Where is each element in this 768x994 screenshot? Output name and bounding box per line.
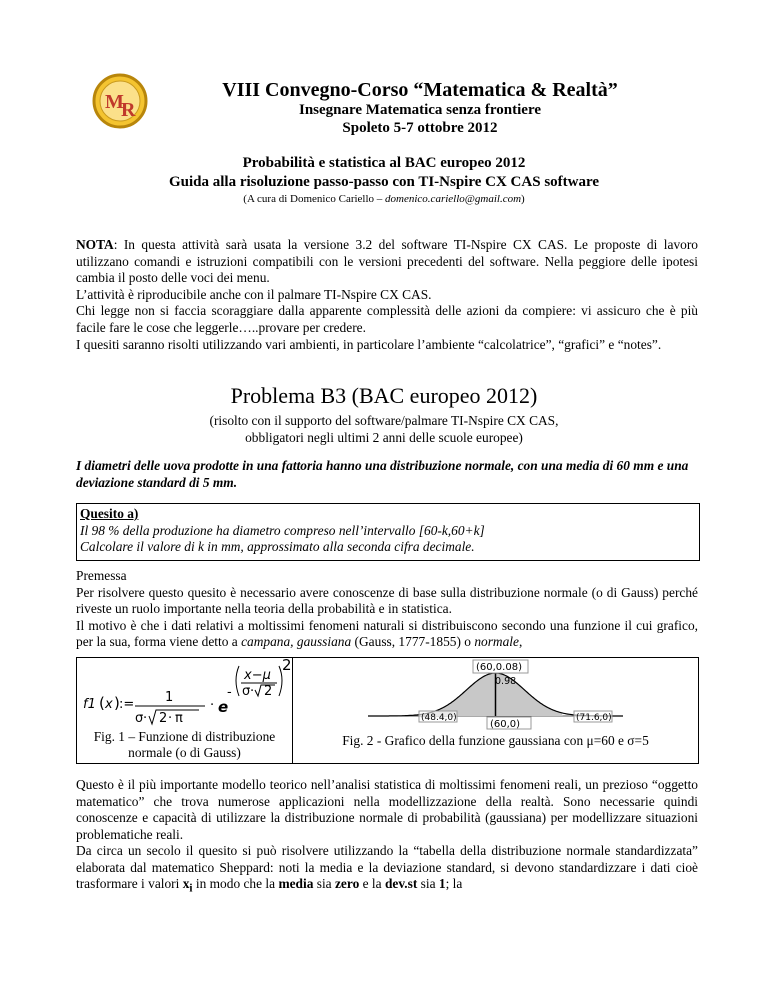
formula-inner-two: 2 <box>264 684 273 699</box>
formula-e: e <box>218 698 229 716</box>
p2-text-a: Da circa un secolo il quesito si può risolvere utilizzando la “tabella della distribuzione normale standardizzata” elaborata dal matematico Sheppard: noti la media e la deviazione standard, si devono standardizzare i dati cioè trasformare i valori <box>76 843 698 892</box>
formula-open-paren: ( <box>99 694 105 712</box>
problem-subtitle-1: (risolto con il supporto del software/palmare TI-Nspire CX CAS, <box>209 413 559 428</box>
credit-suffix: ) <box>521 193 525 205</box>
problem-subtitle <box>0 413 768 446</box>
question-box <box>76 503 700 561</box>
question-line-1: Il 98 % della produzione ha diametro compreso nell’intervallo [60-k,60+k] <box>80 522 485 538</box>
label-right: (71.6,0) <box>576 713 612 723</box>
conference-subtitle: Insegnare Matematica senza frontiere <box>298 102 542 118</box>
note-block <box>76 237 698 353</box>
formula-fname: f1 <box>83 697 96 712</box>
figures-table <box>76 657 699 764</box>
formula-dot-3: · <box>210 698 215 713</box>
p2-xi <box>182 876 193 895</box>
formula-sigma: σ <box>135 711 144 726</box>
p2-text-c: sia <box>313 876 335 892</box>
logo-letter-m: M <box>105 91 124 113</box>
figure-1-caption <box>77 729 292 761</box>
p2-xi-letter: x <box>182 876 190 892</box>
figure-1 <box>77 658 292 763</box>
gaussian-formula <box>77 658 292 728</box>
figure-2-caption: Fig. 2 - Grafico della funzione gaussiana con μ=60 e σ=5 <box>342 733 649 748</box>
p2-xi-sub: i <box>189 882 193 895</box>
formula-big-paren-left <box>236 666 239 696</box>
figure-1-caption-line-1: Fig. 1 – Funzione di distribuzione <box>93 729 276 744</box>
paragraph-sheppard <box>76 843 698 897</box>
conference-title: VIII Convegno-Corso “Matematica & Realtà” <box>222 79 618 101</box>
p2-media: media <box>278 876 314 892</box>
problem-subtitle-2: obbligatori negli ultimi 2 anni delle scuole europee) <box>245 429 523 445</box>
p2-zero: zero <box>334 876 360 892</box>
formula-close-paren: ) <box>114 694 120 712</box>
label-area: 0.98 <box>495 676 517 687</box>
p2-text-f: ; la <box>445 876 463 892</box>
topic-subtitle: Guida alla risoluzione passo-passo con TI-Nspire CX CAS software <box>168 174 600 190</box>
formula-inner-dot: · <box>250 684 255 699</box>
p2-text-d: e la <box>359 876 385 892</box>
premise-block <box>76 568 698 651</box>
credit-prefix: (A cura di Domenico Cariello – <box>243 193 386 205</box>
logo-letter-r: R <box>121 99 136 121</box>
label-top: (60,0.08) <box>476 662 522 673</box>
formula-two: 2 <box>159 711 168 726</box>
label-left: (48.4,0) <box>421 713 457 723</box>
p2-uno: 1 <box>438 876 446 892</box>
p2-text-e: sia <box>417 876 439 892</box>
note-label: NOTA <box>76 237 114 252</box>
formula-numerator: 1 <box>165 690 174 705</box>
question-title: Quesito a) <box>80 506 139 521</box>
premise-p2-b: campana, gaussiana <box>241 634 352 650</box>
formula-var: x <box>105 697 113 712</box>
gaussian-chart <box>293 658 698 730</box>
premise-p2-c: (Gauss, 1777-1855) o <box>351 634 475 650</box>
formula-sqrt-sign <box>149 710 199 724</box>
topic-title: Probabilità e statistica al BAC europeo 2012 <box>242 155 526 171</box>
problem-title: Problema B3 (BAC europeo 2012) <box>230 383 538 408</box>
formula-x-minus-mu: x−μ <box>244 668 271 683</box>
figure-2 <box>293 658 698 763</box>
p2-text-b: in modo che la <box>192 876 279 892</box>
paragraph-model: Questo è il più importante modello teorico nell’analisi statistica di moltissimi fenomeni reali, un prezioso “oggetto matematico” che trova numerose applicazioni nella modellizzazione della realtà. Sono necessarie quindi conoscenze e capacità di utilizzare la distribuzione normale di probabilità (gaussiana) per modellizzare situazioni problematiche reali. <box>76 777 698 842</box>
note-line-3: Chi legge non si faccia scoraggiare dalla apparente complessità delle azioni da compiere: vi assicuro che è più facile fare le cose che leggerle…..provare per credere. <box>76 303 698 335</box>
note-text-1: : In questa attività sarà usata la versione 3.2 del software TI-Nspire CX CAS. Le proposte di lavoro utilizzano comandi e istruzioni compatibili con le versioni precedenti del software. Nella peggiore delle ipotesi cambia il posto delle voci dei menu. <box>76 237 698 286</box>
premise-p2-a: Il motivo è che i dati relativi a moltissimi fenomeni naturali si distribuiscono secondo una funzione il cui grafico, per la sua, forma viene detto a <box>76 617 698 650</box>
formula-assign: := <box>119 697 135 712</box>
formula-dot-2: · <box>168 711 173 726</box>
formula-exponent: 2 <box>282 658 292 674</box>
formula-pi: π <box>175 711 183 726</box>
premise-paragraph-1: Per risolvere questo quesito è necessario avere conoscenze di base sulla distribuzione normale (o di Gauss) perché riveste un ruolo importante nella teoria della probabilità e in statistica. <box>76 584 698 617</box>
p2-devst: dev.st <box>384 876 418 892</box>
premise-p2-d: normale <box>474 634 519 650</box>
note-line-1 <box>76 237 698 287</box>
premise-title: Premessa <box>76 568 127 583</box>
problem-statement: I diametri delle uova prodotte in una fattoria hanno una distribuzione normale, con una media di 60 mm e una deviazione standard di 5 mm. <box>76 458 689 490</box>
formula-minus: - <box>227 685 232 700</box>
premise-p2-e: , <box>518 634 523 650</box>
figure-1-caption-line-2: normale (o di Gauss) <box>128 745 241 760</box>
premise-paragraph-2 <box>76 618 698 651</box>
author-email[interactable]: domenico.cariello@gmail.com <box>385 193 522 205</box>
author-credit <box>0 193 768 205</box>
note-line-4: I quesiti saranno risolti utilizzando vari ambienti, in particolare l’ambiente “calcolatrice”, “grafici” e “notes”. <box>76 336 662 352</box>
note-line-2: L’attività è riproducibile anche con il palmare TI-Nspire CX CAS. <box>76 286 432 302</box>
question-line-2: Calcolare il valore di k in mm, approssimato alla seconda cifra decimale. <box>80 539 475 555</box>
formula-dot: · <box>143 711 148 726</box>
conference-place: Spoleto 5-7 ottobre 2012 <box>342 120 498 136</box>
formula-inner-sigma: σ <box>242 684 251 699</box>
label-center: (60,0) <box>490 719 521 730</box>
